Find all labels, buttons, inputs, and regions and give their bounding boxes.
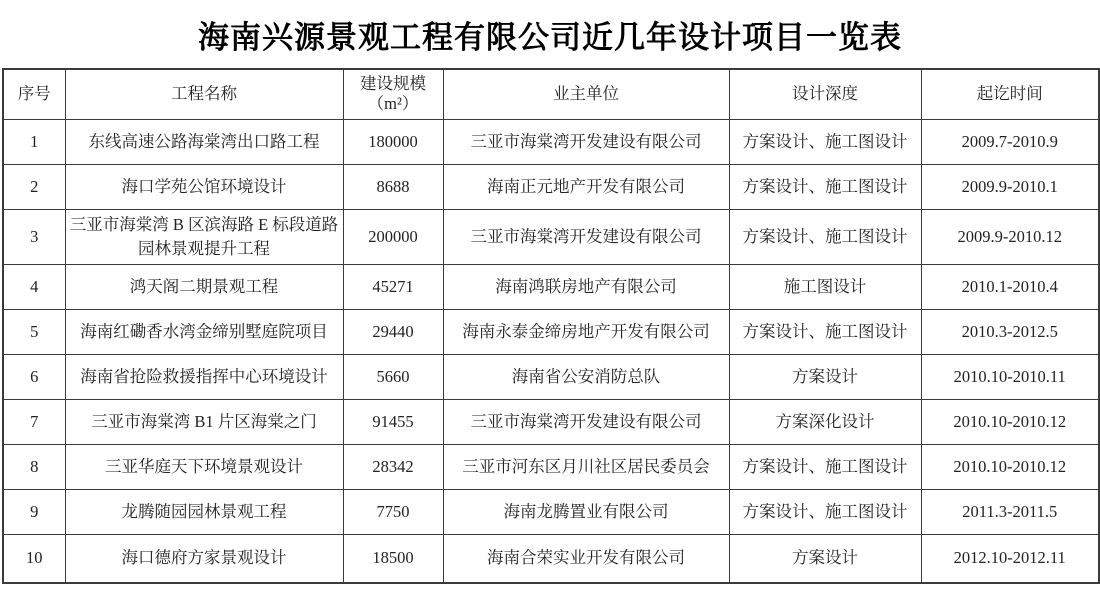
header-scale [343, 69, 443, 119]
cell-owner: 海南永泰金缔房地产开发有限公司 [443, 309, 729, 354]
cell-scale: 200000 [343, 209, 443, 264]
cell-project-name: 三亚市海棠湾 B1 片区海棠之门 [65, 399, 343, 444]
cell-seq: 9 [3, 489, 65, 534]
cell-project-name: 三亚市海棠湾 B 区滨海路 E 标段道路园林景观提升工程 [65, 209, 343, 264]
header-project-name: 工程名称 [65, 69, 343, 119]
cell-scale: 5660 [343, 354, 443, 399]
cell-depth: 方案设计、施工图设计 [729, 444, 921, 489]
cell-depth: 方案设计、施工图设计 [729, 489, 921, 534]
cell-seq: 1 [3, 119, 65, 164]
table-row [3, 489, 1099, 534]
cell-scale: 8688 [343, 164, 443, 209]
header-period: 起讫时间 [921, 69, 1099, 119]
table-row [3, 209, 1099, 264]
cell-depth: 方案设计、施工图设计 [729, 309, 921, 354]
page-title: 海南兴源景观工程有限公司近几年设计项目一览表 [198, 19, 902, 55]
cell-depth: 方案深化设计 [729, 399, 921, 444]
cell-seq: 7 [3, 399, 65, 444]
table-row [3, 399, 1099, 444]
cell-owner: 三亚市海棠湾开发建设有限公司 [443, 119, 729, 164]
table-row [3, 119, 1099, 164]
cell-period: 2010.1-2010.4 [921, 264, 1099, 309]
projects-table [2, 68, 1100, 584]
cell-owner: 三亚市海棠湾开发建设有限公司 [443, 399, 729, 444]
cell-scale: 29440 [343, 309, 443, 354]
header-seq: 序号 [3, 69, 65, 119]
cell-period: 2009.9-2010.12 [921, 209, 1099, 264]
cell-project-name: 海口德府方家景观设计 [65, 534, 343, 583]
cell-depth: 方案设计 [729, 534, 921, 583]
cell-owner: 海南省公安消防总队 [443, 354, 729, 399]
header-scale-unit: （m²） [367, 94, 419, 114]
cell-scale: 91455 [343, 399, 443, 444]
cell-depth: 方案设计、施工图设计 [729, 209, 921, 264]
cell-depth: 方案设计、施工图设计 [729, 164, 921, 209]
cell-period: 2011.3-2011.5 [921, 489, 1099, 534]
cell-owner: 海南鸿联房地产有限公司 [443, 264, 729, 309]
cell-seq: 8 [3, 444, 65, 489]
cell-owner: 三亚市河东区月川社区居民委员会 [443, 444, 729, 489]
cell-seq: 5 [3, 309, 65, 354]
header-depth: 设计深度 [729, 69, 921, 119]
cell-depth: 方案设计 [729, 354, 921, 399]
cell-depth: 施工图设计 [729, 264, 921, 309]
cell-scale: 28342 [343, 444, 443, 489]
cell-project-name: 鸿天阁二期景观工程 [65, 264, 343, 309]
cell-scale: 180000 [343, 119, 443, 164]
cell-project-name: 三亚华庭天下环境景观设计 [65, 444, 343, 489]
cell-period: 2009.7-2010.9 [921, 119, 1099, 164]
cell-seq: 10 [3, 534, 65, 583]
table-header-row [3, 69, 1099, 119]
table-row [3, 309, 1099, 354]
cell-project-name: 东线高速公路海棠湾出口路工程 [65, 119, 343, 164]
header-scale-label: 建设规模 [360, 73, 426, 93]
cell-project-name: 海口学苑公馆环境设计 [65, 164, 343, 209]
cell-owner: 海南合荣实业开发有限公司 [443, 534, 729, 583]
cell-owner: 三亚市海棠湾开发建设有限公司 [443, 209, 729, 264]
table-row [3, 164, 1099, 209]
table-row [3, 534, 1099, 583]
cell-owner: 海南龙腾置业有限公司 [443, 489, 729, 534]
cell-scale: 7750 [343, 489, 443, 534]
cell-scale: 45271 [343, 264, 443, 309]
cell-project-name: 龙腾随园园林景观工程 [65, 489, 343, 534]
header-owner: 业主单位 [443, 69, 729, 119]
table-row [3, 444, 1099, 489]
cell-period: 2010.10-2010.12 [921, 399, 1099, 444]
cell-seq: 4 [3, 264, 65, 309]
cell-project-name: 海南红磡香水湾金缔别墅庭院项目 [65, 309, 343, 354]
table-row [3, 264, 1099, 309]
cell-scale: 18500 [343, 534, 443, 583]
cell-period: 2012.10-2012.11 [921, 534, 1099, 583]
cell-seq: 6 [3, 354, 65, 399]
cell-owner: 海南正元地产开发有限公司 [443, 164, 729, 209]
cell-depth: 方案设计、施工图设计 [729, 119, 921, 164]
cell-project-name: 海南省抢险救援指挥中心环境设计 [65, 354, 343, 399]
cell-period: 2010.3-2012.5 [921, 309, 1099, 354]
cell-period: 2009.9-2010.1 [921, 164, 1099, 209]
cell-seq: 3 [3, 209, 65, 264]
cell-seq: 2 [3, 164, 65, 209]
cell-period: 2010.10-2010.12 [921, 444, 1099, 489]
cell-period: 2010.10-2010.11 [921, 354, 1099, 399]
table-row [3, 354, 1099, 399]
